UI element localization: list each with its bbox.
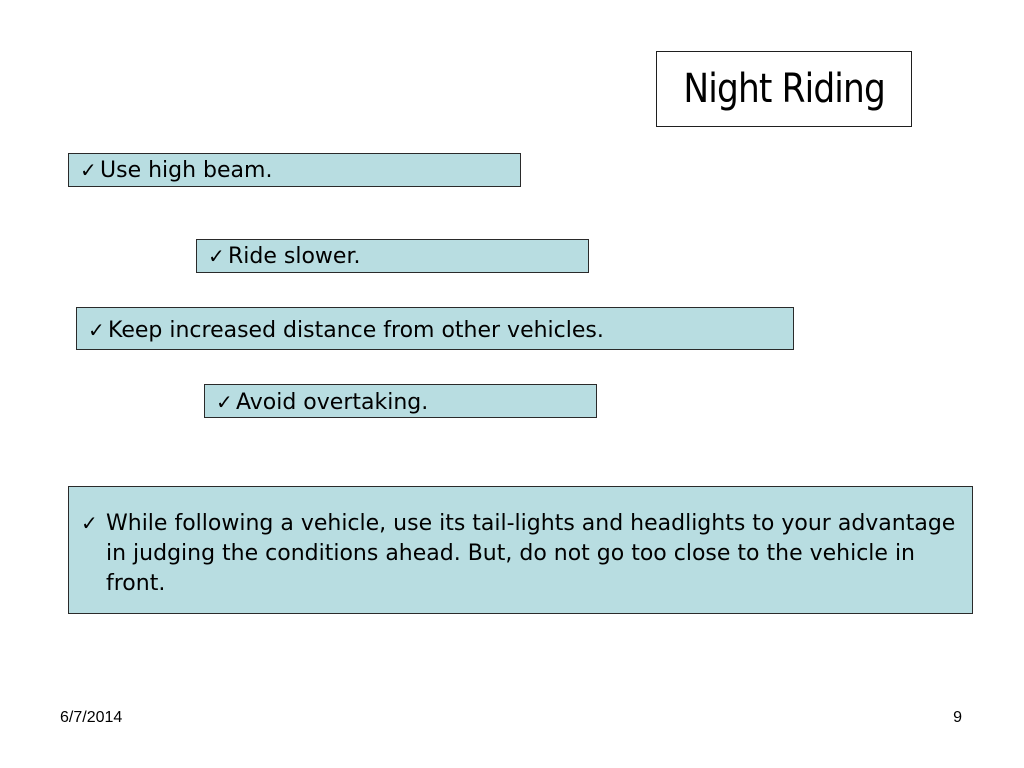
checkmark-icon: ✓ [81,511,98,535]
bullet-paragraph [81,509,962,599]
bullet-box-following-vehicle [68,486,973,614]
checkmark-icon: ✓ [216,390,233,414]
bullet-box-ride-slower [196,239,589,273]
bullet-text: Keep increased distance from other vehicles. [108,318,604,343]
title-box [656,51,912,127]
bullet-text: Use high beam. [100,158,273,183]
slide-number: 9 [953,709,962,726]
bullet-box-avoid-overtaking [204,384,597,418]
checkmark-icon: ✓ [88,318,105,342]
slide-title: Night Riding [683,66,885,112]
checkmark-icon: ✓ [80,158,97,182]
footer-date: 6/7/2014 [60,709,123,726]
bullet-text: Ride slower. [228,244,361,269]
checkmark-icon: ✓ [208,244,225,268]
bullet-box-high-beam [68,153,521,187]
bullet-text: Avoid overtaking. [236,390,429,415]
bullet-box-keep-distance [76,307,794,350]
bullet-text: While following a vehicle, use its tail-lights and headlights to your advantage in judging the conditions ahead. But, do not go too close to the vehicle in front. [106,511,956,596]
